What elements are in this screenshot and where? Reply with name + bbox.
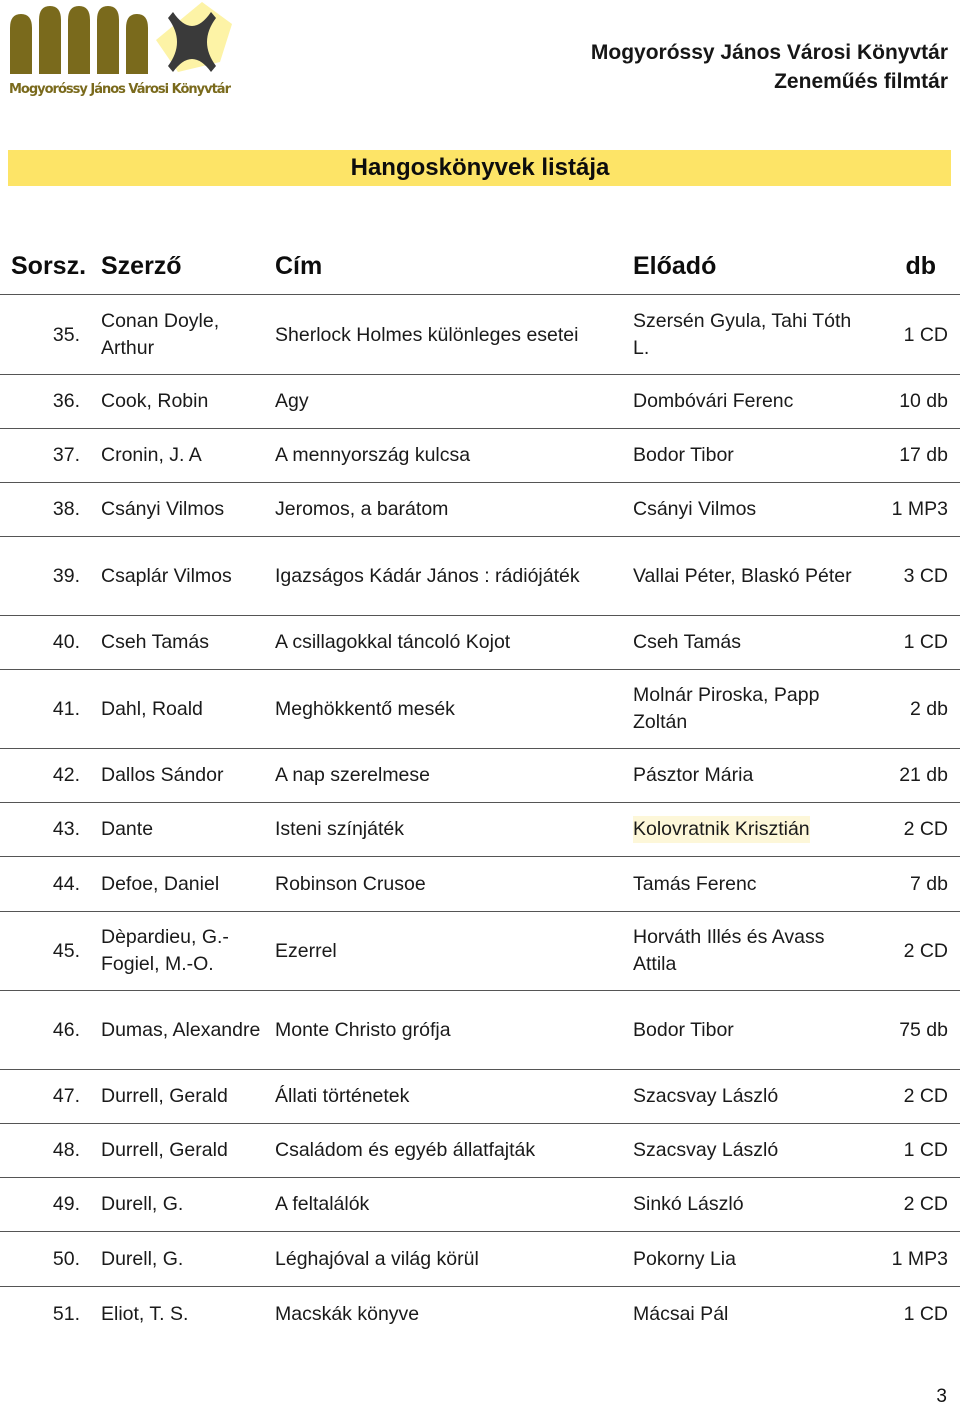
cell-author: Durrell, Gerald (101, 1085, 228, 1107)
cell-db: 3 CD (903, 564, 948, 587)
page-number: 3 (936, 1386, 947, 1407)
cell-author: Eliot, T. S. (101, 1303, 189, 1325)
cell-title: Isteni színjáték (275, 818, 404, 840)
cell-performer: Szacsvay László (633, 1139, 779, 1161)
cell-num: 46. (52, 1018, 80, 1041)
library-name-line1: Mogyoróssy János Városi Könyvtár (590, 41, 948, 64)
table-row (0, 858, 960, 912)
cell-author: Defoe, Daniel (101, 873, 220, 895)
cell-db: 1 CD (903, 323, 948, 346)
table-row (0, 1070, 960, 1124)
cell-author: Durell, G. (101, 1248, 184, 1270)
cell-author: Cronin, J. A (101, 444, 202, 466)
table-row (0, 537, 960, 616)
table-row (0, 1124, 960, 1178)
cell-performer: Pokorny Lia (633, 1248, 736, 1270)
cell-title: Sherlock Holmes különleges esetei (275, 323, 579, 346)
cell-author: Cook, Robin (101, 390, 209, 412)
cell-num: 47. (52, 1085, 80, 1107)
cell-num: 50. (52, 1248, 80, 1270)
cell-db: 1 CD (903, 1303, 948, 1325)
cell-title: A feltalálók (275, 1193, 370, 1215)
col-header-title: Cím (275, 252, 323, 280)
cell-num: 38. (52, 498, 80, 520)
col-header-author: Szerző (101, 252, 182, 280)
table-row (0, 991, 960, 1070)
cell-db: 2 CD (903, 1085, 948, 1107)
logo-text: Mogyoróssy János Városi Könyvtár (9, 82, 231, 97)
cell-num: 44. (52, 873, 80, 895)
cell-title: Léghajóval a világ körül (275, 1248, 479, 1270)
cell-db: 2 CD (903, 1193, 948, 1215)
cell-db: 10 db (899, 390, 948, 412)
performer-highlight: Kolovratnik Krisztián (633, 816, 810, 843)
cell-title: A csillagokkal táncoló Kojot (275, 631, 511, 653)
cell-performer: Dombóvári Ferenc (633, 390, 794, 412)
library-name-line2: Zeneműés filmtár (774, 70, 948, 93)
cell-db: 2 db (910, 697, 948, 720)
table-header (0, 248, 960, 295)
cell-author: Csányi Vilmos (101, 498, 225, 520)
cell-performer: Mácsai Pál (633, 1303, 729, 1325)
table-row (0, 1233, 960, 1287)
table-row (0, 375, 960, 429)
table-row (0, 670, 960, 749)
cell-db: 7 db (910, 873, 948, 895)
cell-author: Dallos Sándor (101, 764, 224, 786)
cell-num: 39. (52, 564, 80, 587)
cell-title: Agy (275, 390, 309, 412)
cell-db: 21 db (899, 764, 948, 786)
cell-db: 2 CD (903, 818, 948, 840)
col-header-db: db (905, 252, 936, 280)
table-row (0, 1288, 960, 1341)
cell-title: Családom és egyéb állatfajták (275, 1139, 536, 1161)
cell-performer: Szersén Gyula, Tahi Tóth L. (633, 310, 852, 359)
cell-performer: Szacsvay László (633, 1085, 779, 1107)
cell-performer: Tamás Ferenc (633, 873, 757, 895)
table-row (0, 483, 960, 537)
cell-performer: Vallai Péter, Blaskó Péter (633, 564, 852, 587)
cell-author: Dante (101, 818, 154, 840)
cell-db: 1 CD (903, 1139, 948, 1161)
cell-author: Conan Doyle, Arthur (101, 310, 220, 359)
table-row (0, 616, 960, 670)
cell-title: Állati történetek (275, 1085, 410, 1107)
cell-performer: Pásztor Mária (633, 764, 754, 786)
library-name (591, 38, 948, 96)
cell-title: Macskák könyve (275, 1303, 420, 1325)
table-row (0, 1178, 960, 1232)
cell-num: 45. (52, 939, 80, 962)
cell-db: 2 CD (903, 939, 948, 962)
cell-title: Igazságos Kádár János : rádiójáték (275, 564, 580, 587)
cell-title: Meghökkentő mesék (275, 697, 455, 720)
table-row (0, 912, 960, 991)
cell-author: Dèpardieu, G.- Fogiel, M.-O. (101, 926, 229, 975)
cell-author: Durrell, Gerald (101, 1139, 228, 1161)
cell-author: Dumas, Alexandre (101, 1018, 261, 1041)
table-row (0, 429, 960, 483)
cell-title: A nap szerelmese (275, 764, 431, 786)
cell-title: Robinson Crusoe (275, 873, 426, 895)
cell-num: 43. (52, 818, 80, 840)
cell-performer: Bodor Tibor (633, 1018, 734, 1041)
cell-db: 1 MP3 (891, 498, 948, 520)
cell-author: Durell, G. (101, 1193, 184, 1215)
cell-title: Jeromos, a barátom (275, 498, 449, 520)
cell-author: Cseh Tamás (101, 631, 210, 653)
cell-performer: Sinkó László (633, 1193, 744, 1215)
cell-num: 42. (52, 764, 80, 786)
cell-num: 41. (52, 697, 80, 720)
cell-author: Dahl, Roald (101, 697, 203, 720)
library-logo (6, 0, 234, 104)
cell-performer: Molnár Piroska, Papp Zoltán (633, 684, 820, 733)
cell-title: Ezerrel (275, 939, 337, 962)
cell-num: 37. (52, 444, 80, 466)
cell-title: Monte Christo grófja (275, 1018, 451, 1041)
cell-num: 40. (52, 631, 80, 653)
cell-db: 1 CD (903, 631, 948, 653)
cell-performer: Bodor Tibor (633, 444, 734, 466)
cell-num: 48. (52, 1139, 80, 1161)
cell-db: 1 MP3 (891, 1248, 948, 1270)
col-header-num: Sorsz. (11, 252, 87, 280)
cell-db: 17 db (899, 444, 948, 466)
table-row (0, 803, 960, 857)
table-row (0, 749, 960, 803)
cell-db: 75 db (899, 1018, 948, 1041)
col-header-performer: Előadó (633, 252, 717, 280)
page-title: Hangoskönyvek listája (350, 154, 610, 181)
table-row (0, 296, 960, 375)
cell-performer: Horváth Illés és Avass Attila (633, 926, 825, 975)
cell-num: 51. (52, 1303, 80, 1325)
cell-author: Csaplár Vilmos (101, 564, 232, 587)
cell-performer: Cseh Tamás (633, 631, 742, 653)
cell-num: 36. (52, 390, 80, 412)
cell-num: 35. (52, 323, 80, 346)
cell-title: A mennyország kulcsa (275, 444, 471, 466)
cell-performer (633, 803, 853, 856)
cell-performer: Csányi Vilmos (633, 498, 757, 520)
cell-num: 49. (52, 1193, 80, 1215)
